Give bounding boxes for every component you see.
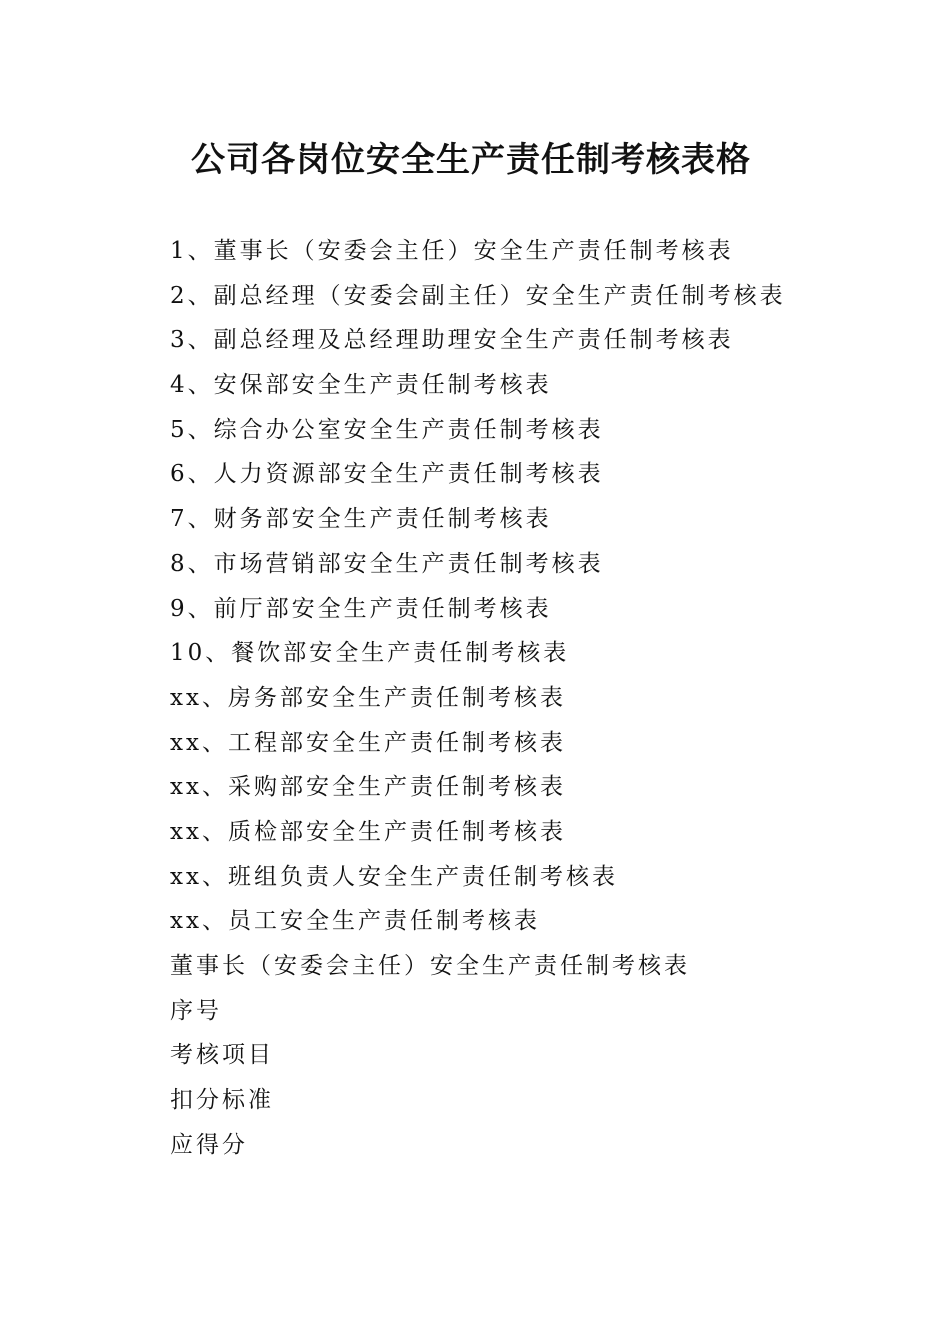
text-line: xx、房务部安全生产责任制考核表 xyxy=(170,684,566,711)
document-title: 公司各岗位安全生产责任制考核表格 xyxy=(191,140,751,180)
text-line: 2、副总经理（安委会副主任）安全生产责任制考核表 xyxy=(170,282,786,309)
text-line: xx、班组负责人安全生产责任制考核表 xyxy=(170,863,618,890)
text-line: 应得分 xyxy=(170,1131,248,1158)
text-line: 5、综合办公室安全生产责任制考核表 xyxy=(170,416,604,443)
text-line: 1、董事长（安委会主任）安全生产责任制考核表 xyxy=(170,238,734,264)
text-line: xx、采购部安全生产责任制考核表 xyxy=(170,774,566,801)
text-line: xx、员工安全生产责任制考核表 xyxy=(170,908,540,935)
document-body xyxy=(170,229,890,1167)
text-line: xx、质检部安全生产责任制考核表 xyxy=(170,818,566,845)
text-line: 8、市场营销部安全生产责任制考核表 xyxy=(170,550,604,577)
text-line: 扣分标准 xyxy=(170,1087,274,1114)
text-line: xx、工程部安全生产责任制考核表 xyxy=(170,729,566,756)
text-line: 考核项目 xyxy=(170,1042,274,1069)
text-line: 序号 xyxy=(170,997,222,1024)
text-line: 7、财务部安全生产责任制考核表 xyxy=(170,506,552,533)
text-line: 6、人力资源部安全生产责任制考核表 xyxy=(170,461,604,488)
text-line: 3、副总经理及总经理助理安全生产责任制考核表 xyxy=(170,327,734,354)
text-line: 9、前厅部安全生产责任制考核表 xyxy=(170,595,552,622)
text-line: 董事长（安委会主任）安全生产责任制考核表 xyxy=(170,953,690,979)
text-line: 4、安保部安全生产责任制考核表 xyxy=(170,372,552,399)
text-line: 10、餐饮部安全生产责任制考核表 xyxy=(170,640,570,667)
